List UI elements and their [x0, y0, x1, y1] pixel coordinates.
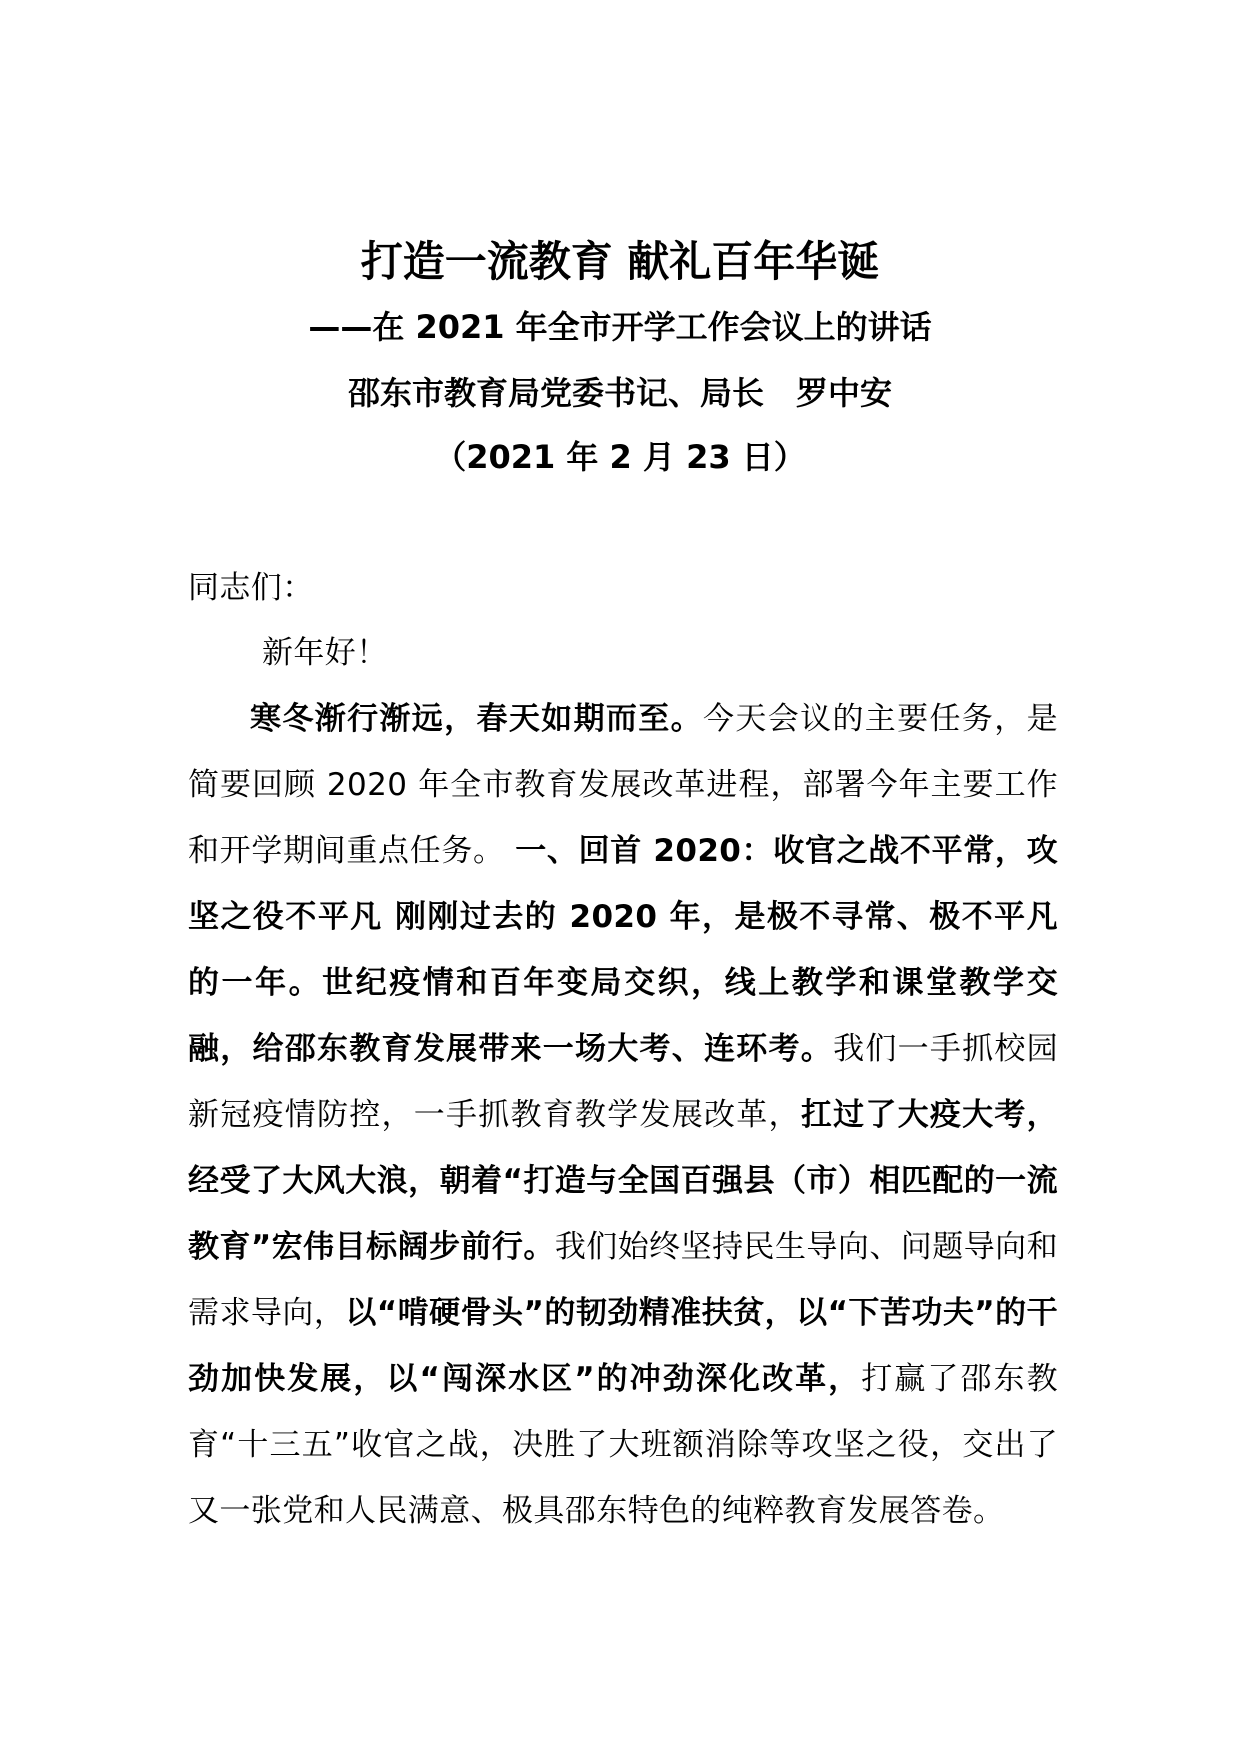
document-subtitle: ——在 2021 年全市开学工作会议上的讲话	[308, 308, 932, 346]
body-paragraph	[188, 686, 1058, 1544]
paragraph-bold-3: 以“啃硬骨头”的韧劲精准扶贫，以“下苦功夫”的干劲加快发展，以“闯深水区”的冲劲深化改革，	[188, 1295, 1058, 1397]
paragraph-text-4: 打赢了邵东教育“十三五”收官之战，决胜了大班额消除等攻坚之役，交出了又一张党和人民满意、极具邵东特色的纯粹教育发展答卷。	[188, 1361, 1058, 1529]
paragraph-bold-2: 扛过了大疫大考，经受了大风大浪，朝着“打造与全国百强县（市）相匹配的一流教育”宏伟目标阔步前行。	[188, 1097, 1058, 1265]
speaker-line: 邵东市教育局党委书记、局长 罗中安	[347, 374, 892, 412]
greeting: 新年好！	[262, 635, 388, 671]
salutation: 同志们：	[188, 570, 314, 606]
paragraph-lead-bold: 寒冬渐行渐远，春天如期而至。	[250, 701, 704, 737]
document-title: 打造一流教育 献礼百年华诞	[360, 237, 880, 286]
speech-date: （2021 年 2 月 23 日）	[434, 438, 806, 476]
section-heading-bold: 一、回首 2020：收官之战不平常，攻坚之役不平凡 刚刚过去的 2020 年，是极不寻常、极不平凡的一年。世纪疫情和百年变局交织，线上教学和课堂教学交融，给邵东教育发展带来一场大考、连环考。	[188, 833, 1058, 1067]
paragraph-text-2: 我们一手抓校园新冠疫情防控，一手抓教育教学发展改革，	[188, 1031, 1058, 1133]
paragraph-text-1: 今天会议的主要任务，是简要回顾 2020 年全市教育发展改革进程，部署今年主要工作和开学期间重点任务。	[188, 701, 1058, 869]
paragraph-text-3: 我们始终坚持民生导向、问题导向和需求导向，	[188, 1229, 1058, 1331]
